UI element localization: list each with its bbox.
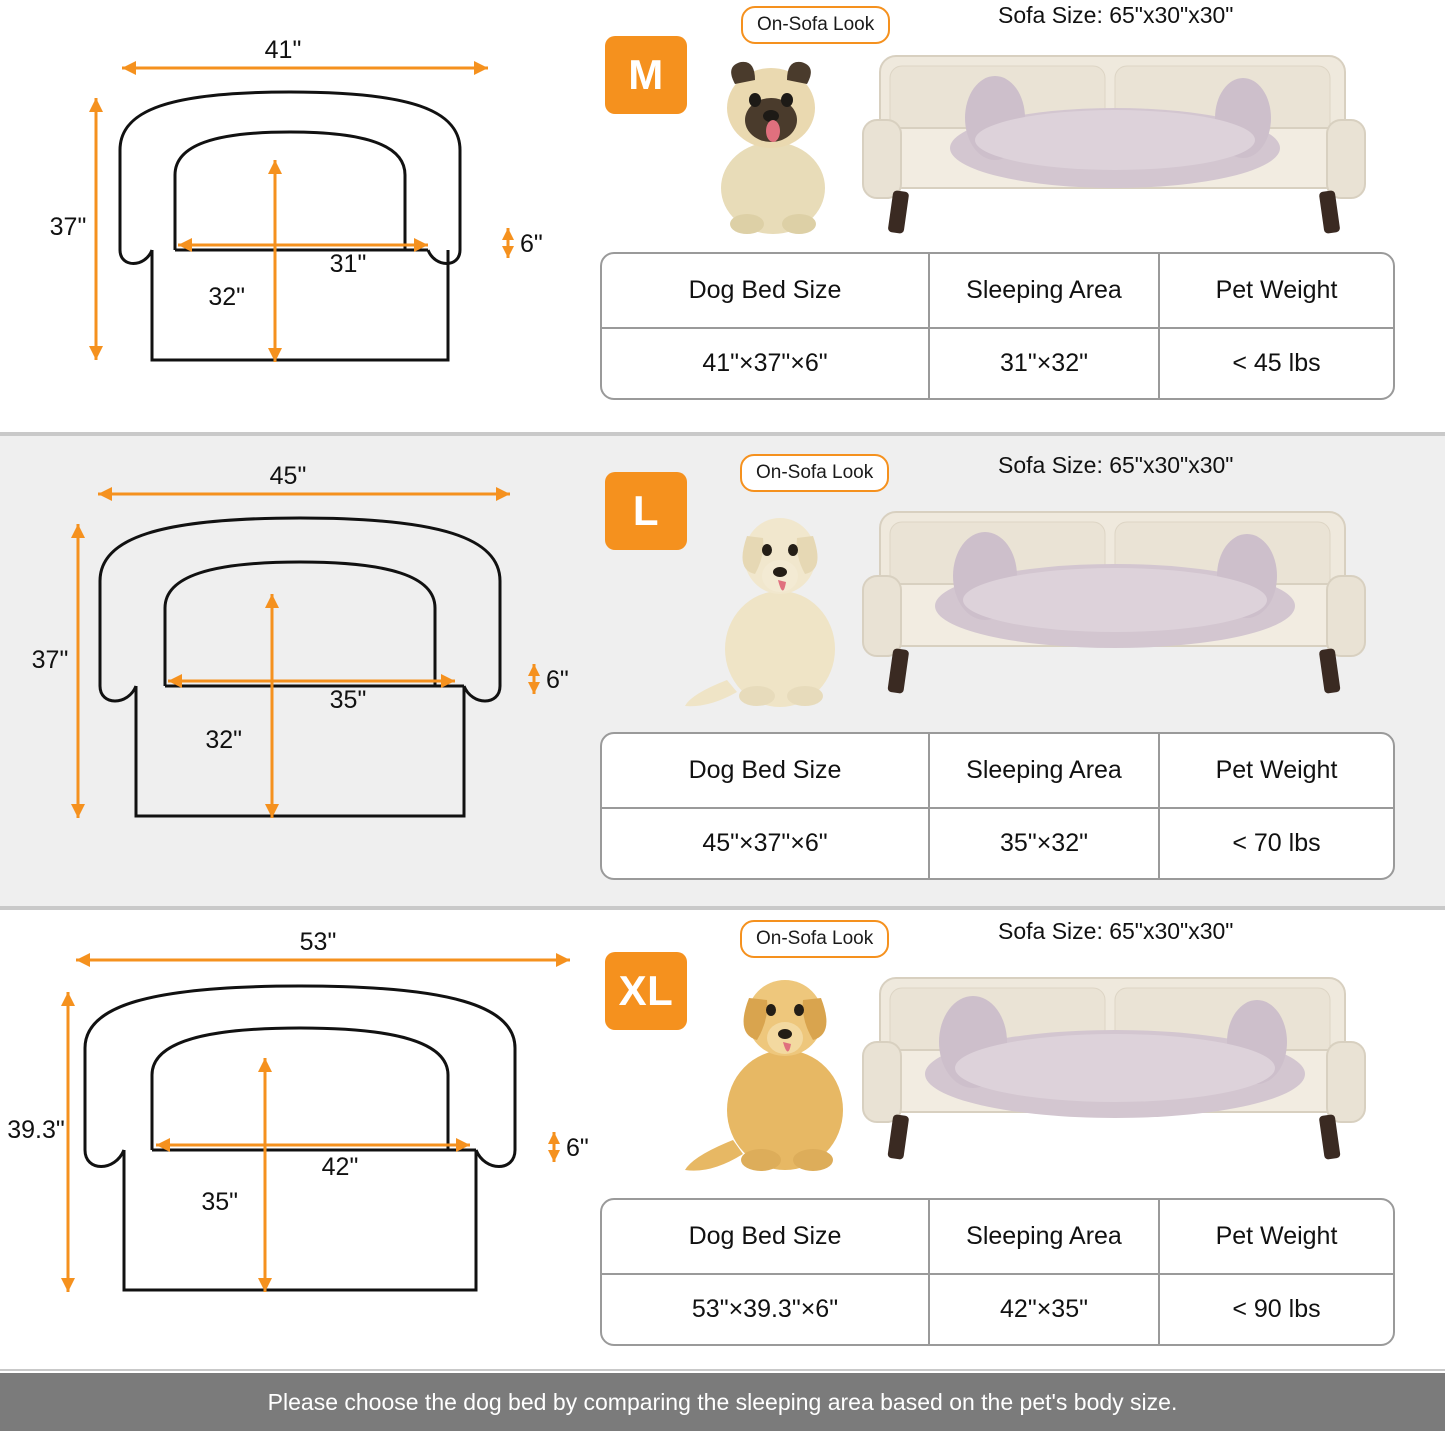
dim-height-l: 37" [31,646,69,674]
header-sleeping-area: Sleeping Area [930,734,1160,807]
sofa-size-label-xl: Sofa Size: 65"x30"x30" [998,918,1234,944]
bed-diagram-svg-l [0,436,600,910]
table-header-row-m [602,254,1393,329]
on-sofa-look-label-xl: On-Sofa Look [740,920,889,958]
sofa-size-label-l: Sofa Size: 65"x30"x30" [998,452,1234,478]
header-sleeping-area: Sleeping Area [930,254,1160,327]
dim-inner-height-m: 32" [208,283,245,311]
sofa-graphic-m [863,56,1365,234]
sofa-size-label-m: Sofa Size: 65"x30"x30" [998,2,1234,28]
bed-diagram-m [0,0,600,432]
on-sofa-look-label-m: On-Sofa Look [741,6,890,44]
size-badge-l: L [605,472,687,550]
sofa-illustration-l [685,484,1445,734]
sofa-illustration-xl [685,950,1445,1200]
value-pet-weight-xl: < 90 lbs [1232,1295,1321,1323]
bed-diagram-xl [0,910,600,1369]
value-bed-size-m: 41"×37"×6" [602,329,930,398]
dim-thickness-xl: 6" [566,1134,589,1162]
table-row [602,329,1393,398]
bed-diagram-svg-xl [0,910,600,1373]
bed-diagram-svg-m [0,0,600,434]
dog-graphic-xl [685,980,843,1171]
dim-inner-width-m: 31" [329,250,367,278]
header-bed-size: Dog Bed Size [602,734,930,807]
value-sleeping-area-xl: 42"×35" [930,1275,1160,1344]
footer-note-text: Please choose the dog bed by comparing the sleeping area based on the pet's body size. [267,1388,1178,1415]
header-sleeping-area: Sleeping Area [930,1200,1160,1273]
on-sofa-look-label-l: On-Sofa Look [740,454,889,492]
value-pet-weight-m: < 45 lbs [1232,349,1321,377]
dim-height-xl: 39.3" [7,1116,65,1144]
size-row-xl [0,908,1445,1371]
table-header-row-xl [602,1200,1393,1275]
dog-graphic-l [685,518,835,707]
header-pet-weight: Pet Weight [1215,1222,1338,1250]
dim-width-l: 45" [269,462,307,490]
dim-inner-width-l: 35" [329,686,367,714]
header-bed-size: Dog Bed Size [602,254,930,327]
value-pet-weight-l: < 70 lbs [1232,829,1321,857]
size-badge-xl: XL [605,952,687,1030]
header-pet-weight: Pet Weight [1215,756,1338,784]
size-row-l [0,434,1445,908]
table-row [602,1275,1393,1344]
size-badge-m: M [605,36,687,114]
footer-note [0,1373,1445,1431]
info-pane-xl [600,910,1445,1369]
value-bed-size-l: 45"×37"×6" [602,809,930,878]
dim-height-m: 37" [49,213,87,241]
bed-diagram-l [0,436,600,906]
dim-thickness-l: 6" [546,666,569,694]
dim-inner-width-xl: 42" [321,1153,359,1181]
dim-width-m: 41" [264,36,302,64]
sofa-graphic-xl [863,978,1365,1160]
header-pet-weight: Pet Weight [1215,276,1338,304]
sofa-illustration-m [695,28,1445,248]
value-bed-size-xl: 53"×39.3"×6" [602,1275,930,1344]
spec-table-m [600,252,1395,400]
table-header-row-l [602,734,1393,809]
dim-inner-height-xl: 35" [201,1188,238,1216]
info-pane-l [600,436,1445,906]
header-bed-size: Dog Bed Size [602,1200,930,1273]
info-pane-m [600,0,1445,432]
spec-table-xl [600,1198,1395,1346]
sofa-graphic-l [863,512,1365,694]
size-row-m [0,0,1445,434]
dog-graphic-m [721,62,825,234]
dim-thickness-m: 6" [520,230,543,258]
dim-inner-height-l: 32" [205,726,242,754]
value-sleeping-area-m: 31"×32" [930,329,1160,398]
spec-table-l [600,732,1395,880]
value-sleeping-area-l: 35"×32" [930,809,1160,878]
dim-width-xl: 53" [299,928,337,956]
table-row [602,809,1393,878]
